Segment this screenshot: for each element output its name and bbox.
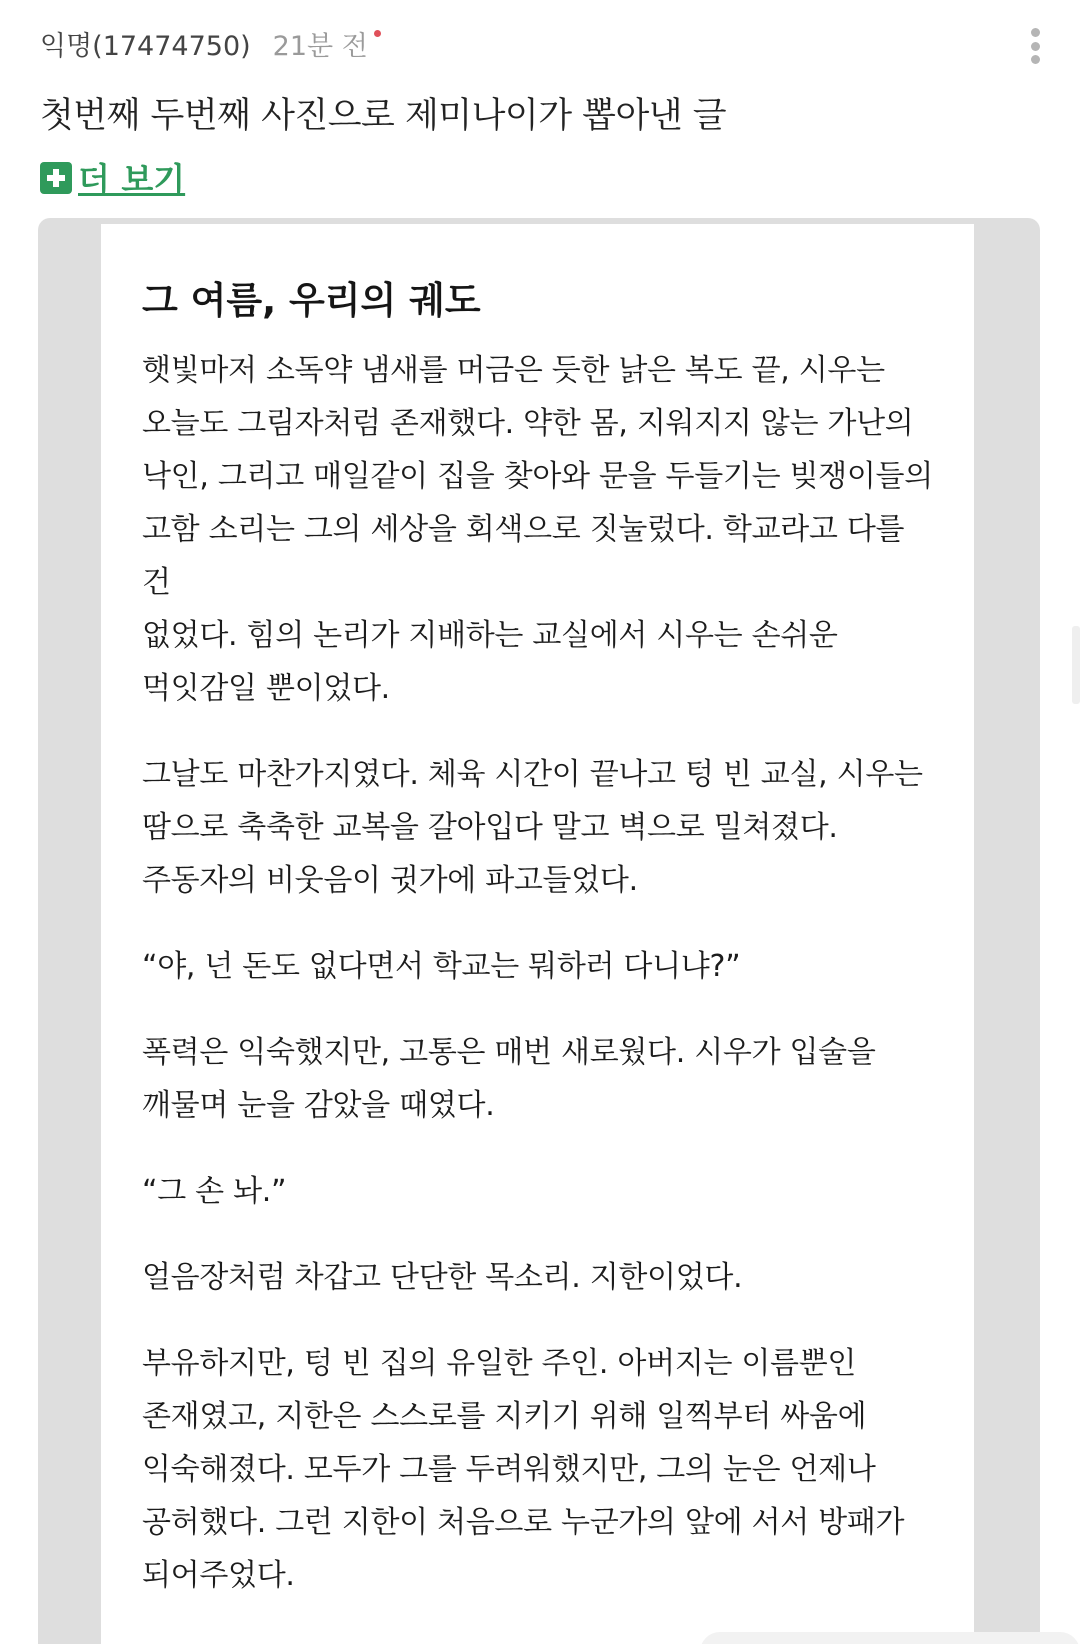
see-more-label: 더 보기	[78, 160, 186, 199]
story-page	[101, 224, 974, 1644]
menu-dot	[1031, 42, 1040, 51]
story-paragraph: 그날도 마찬가지였다. 체육 시간이 끝나고 텅 빈 교실, 시우는 땀으로 축축한 교복을 갈아입다 말고 벽으로 밀쳐졌다. 주동자의 비웃음이 귓가에 파고들었다.	[142, 757, 923, 898]
story-paragraph: 부유하지만, 텅 빈 집의 유일한 주인. 아버지는 이름뿐인 존재였고, 지한은 스스로를 지키기 위해 일찍부터 싸움에 익숙해졌다. 모두가 그를 두려워했지만, 그의 눈은 언제나 공허했다. 그런 지한이 처음으로 누군가의 앞에 서서 방패가 되어주었다.	[142, 1346, 905, 1593]
attached-image[interactable]	[38, 218, 1040, 1644]
menu-dot	[1031, 55, 1040, 64]
see-more-link[interactable]	[40, 154, 185, 201]
story-body	[142, 344, 942, 1635]
bottom-sheet-edge	[700, 1632, 1080, 1644]
story-paragraph: 폭력은 익숙했지만, 고통은 매번 새로웠다. 시우가 입술을 깨물며 눈을 감았을 때였다.	[142, 1035, 876, 1123]
story-paragraph: “그 손 놔.”	[142, 1174, 287, 1209]
story-paragraph: 얼음장처럼 차갑고 단단한 목소리. 지한이었다.	[142, 1260, 743, 1295]
post-time: 21분 전	[272, 31, 368, 62]
story-paragraph: 햇빛마저 소독약 냄새를 머금은 듯한 낡은 복도 끝, 시우는 오늘도 그림자처럼 존재했다. 약한 몸, 지워지지 않는 가난의 낙인, 그리고 매일같이 집을 찾아와 문을 두들기는 빚쟁이들의 고함 소리는 그의 세상을 회색으로 짓눌렀다. 학교라고 다를 건 없었다. 힘의 논리가 지배하는 교실에서 시우는 손쉬운 먹잇감일 뿐이었다.	[142, 353, 933, 706]
author-name[interactable]: 익명(17474750)	[40, 31, 251, 62]
post-header	[40, 24, 381, 63]
menu-dot	[1031, 28, 1040, 37]
more-vertical-icon[interactable]	[1028, 28, 1042, 64]
plus-square-icon	[40, 162, 72, 194]
story-title: 그 여름, 우리의 궤도	[142, 279, 481, 322]
scroll-handle[interactable]	[1072, 626, 1080, 704]
story-paragraph: “야, 넌 돈도 없다면서 학교는 뭐하러 다니냐?”	[142, 949, 741, 984]
new-indicator-dot	[374, 30, 381, 37]
post-title: 첫번째 두번째 사진으로 제미나이가 뽑아낸 글	[40, 96, 727, 136]
